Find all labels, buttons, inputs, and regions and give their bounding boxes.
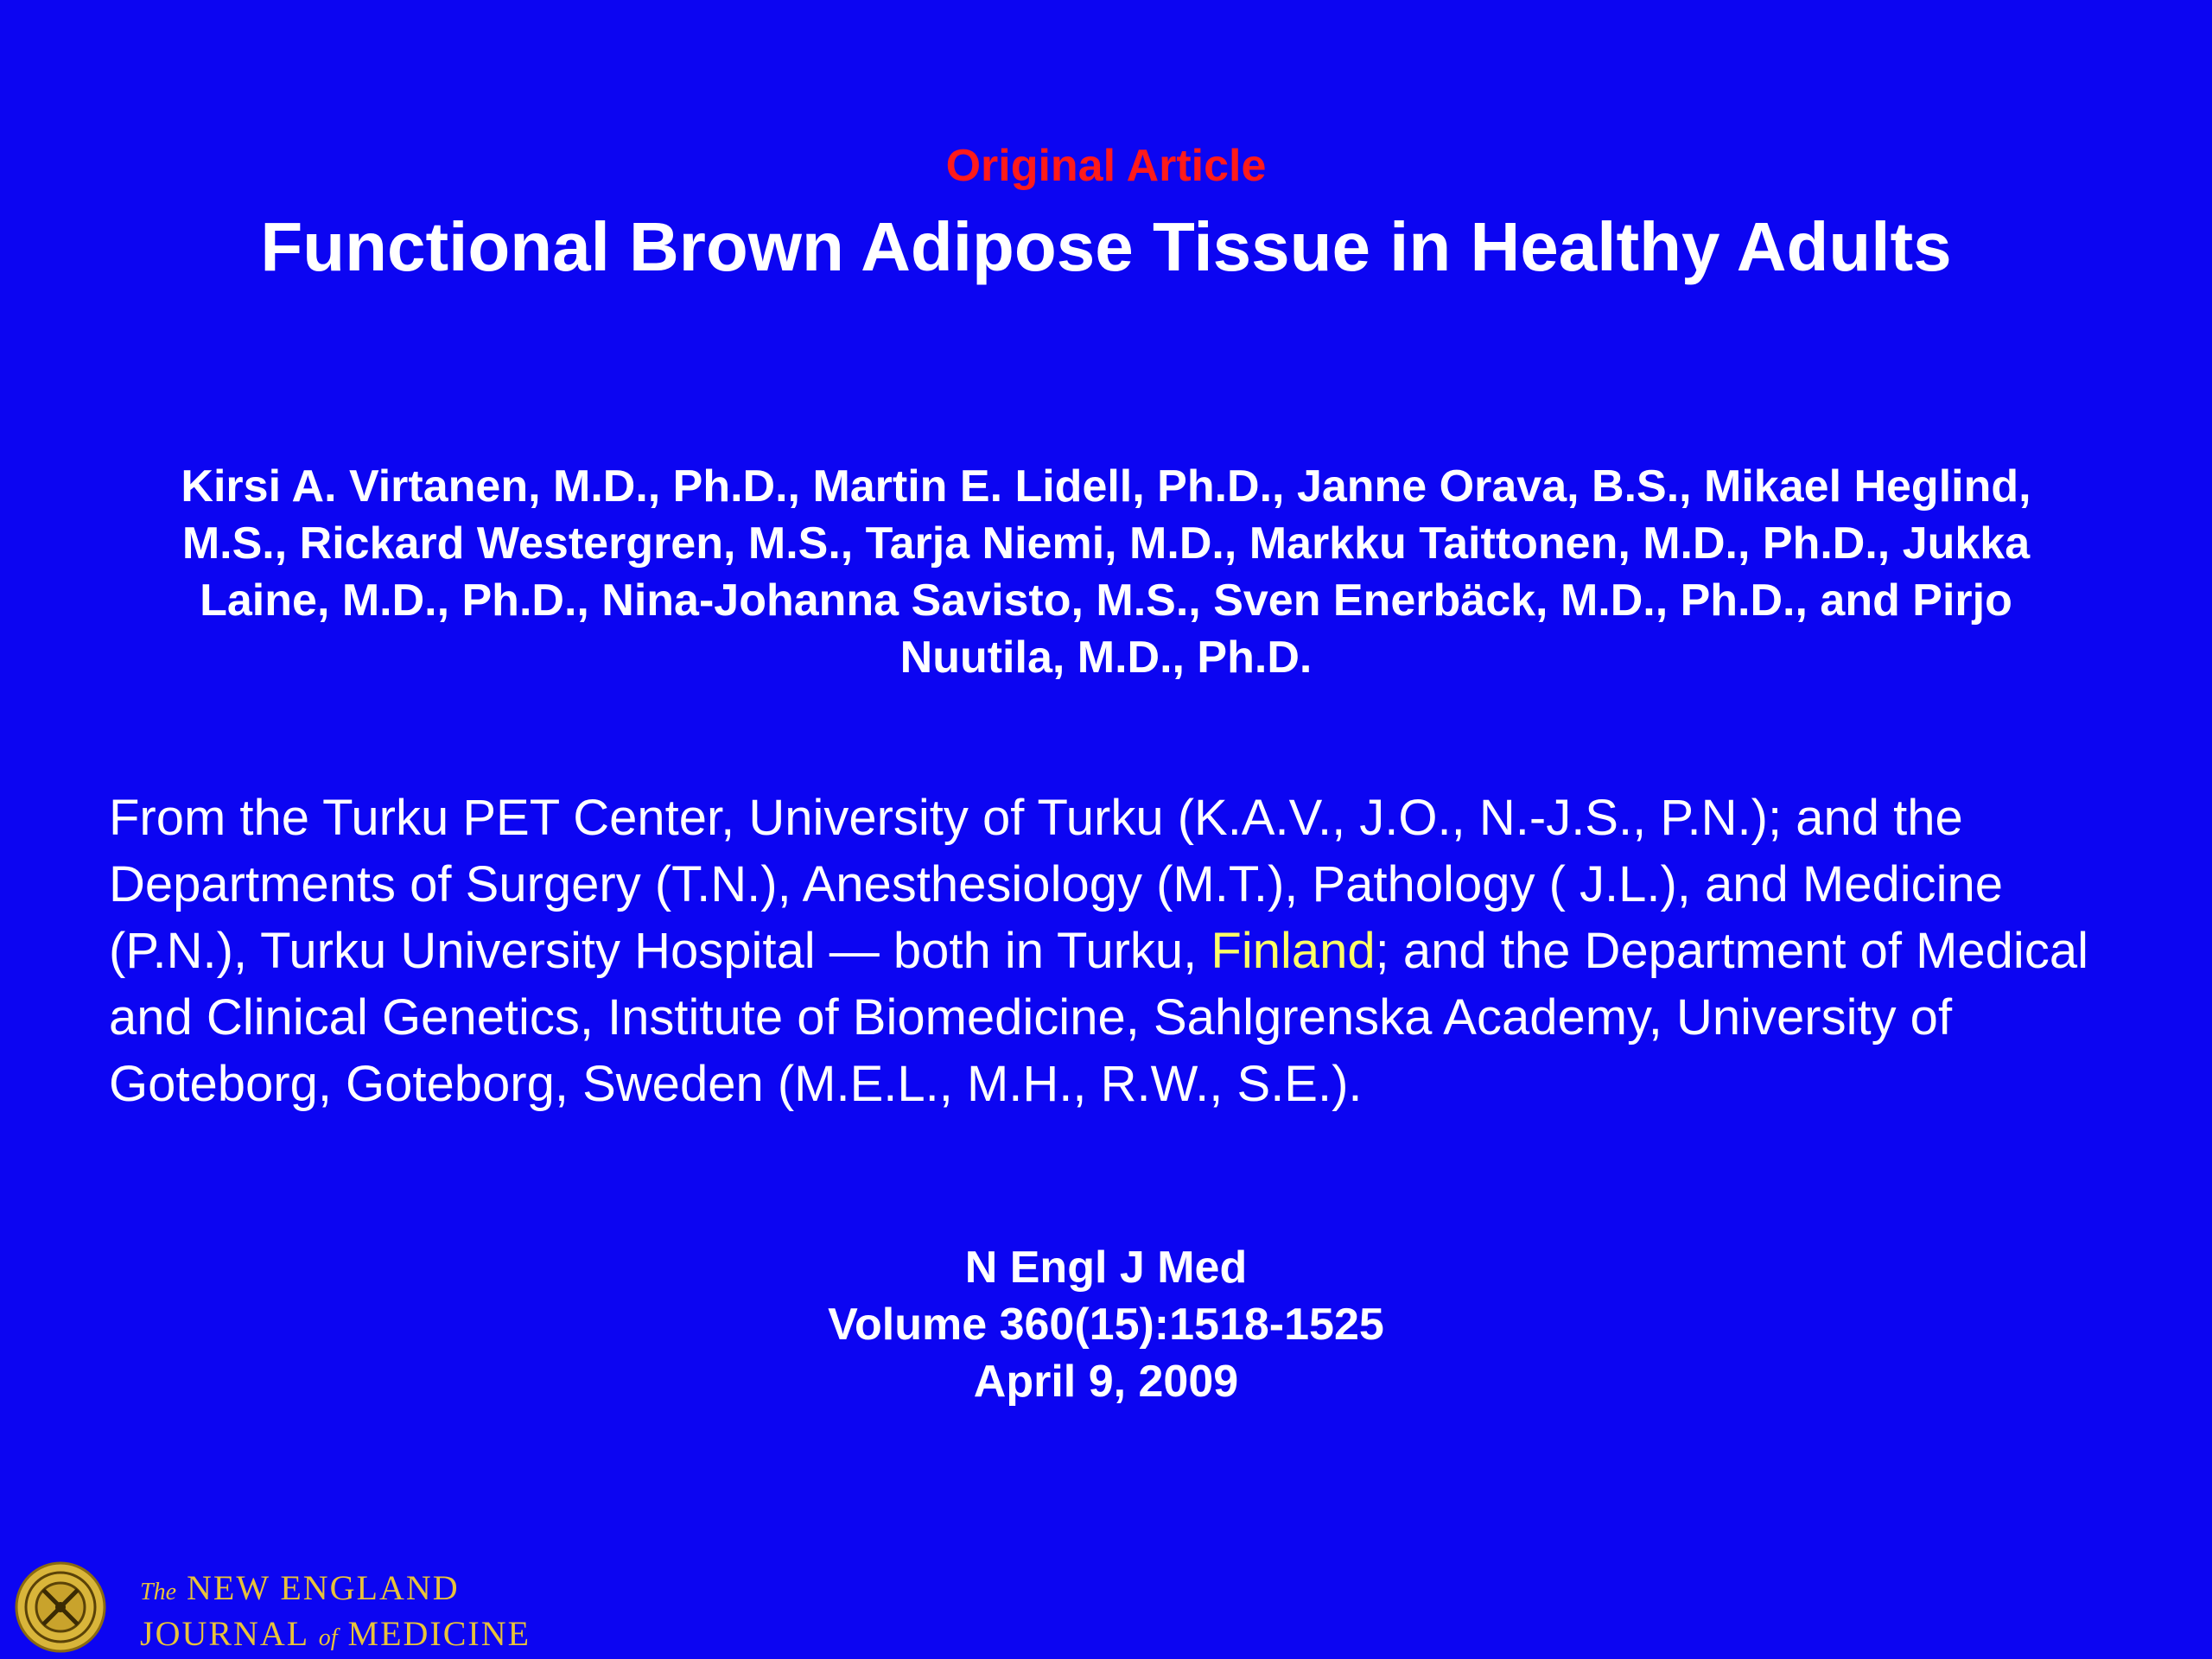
citation (0, 1239, 2212, 1410)
citation-date: April 9, 2009 (973, 1357, 1239, 1407)
nejm-seal-icon (14, 1560, 107, 1654)
wordmark-line1: NEW ENGLAND (187, 1568, 460, 1607)
article-type-label: Original Article (945, 141, 1267, 191)
wordmark-journal: JOURNAL (140, 1614, 308, 1653)
affiliations (109, 785, 2113, 1117)
affiliation-highlight: Finland (1211, 923, 1376, 979)
article-title: Functional Brown Adipose Tissue in Healthy Adults (260, 208, 1952, 285)
citation-journal: N Engl J Med (964, 1243, 1248, 1293)
wordmark-of: of (318, 1624, 338, 1651)
citation-volume: Volume 360(15):1518-1525 (828, 1300, 1384, 1350)
wordmark-medicine: MEDICINE (347, 1614, 531, 1653)
affiliation-text-1: From the Turku PET Center, University of Turku (K.A.V., J.O., N.-J.S., P.N.); and the Departments of Surgery (T.N.), Anesthesiology (M.T.), Pathology ( J.L.), and Medicine (P.N.), Turku University Hospital — both in Turku, (109, 790, 2004, 979)
author-list: Kirsi A. Virtanen, M.D., Ph.D., Martin E. Lidell, Ph.D., Janne Orava, B.S., Mikael Heglind, M.S., Rickard Westergren, M.S., Tarja Niemi, M.D., Markku Taittonen, M.D., Ph.D., Jukka Laine, M.D., Ph.D., Nina-Johanna Savisto, M.S., Sven Enerbäck, M.D., Ph.D., and Pirjo Nuutila, M.D., Ph.D. (181, 461, 2031, 683)
affiliation-text-2: ; and the Department of Medical and Clinical Genetics, Institute of Biomedicine, Sahlgrenska Academy, University of Goteborg, Goteborg, Sweden (M.E.L., M.H., R.W., S.E.). (109, 923, 2088, 1112)
wordmark-the: The (140, 1579, 176, 1605)
journal-wordmark (140, 1567, 531, 1659)
